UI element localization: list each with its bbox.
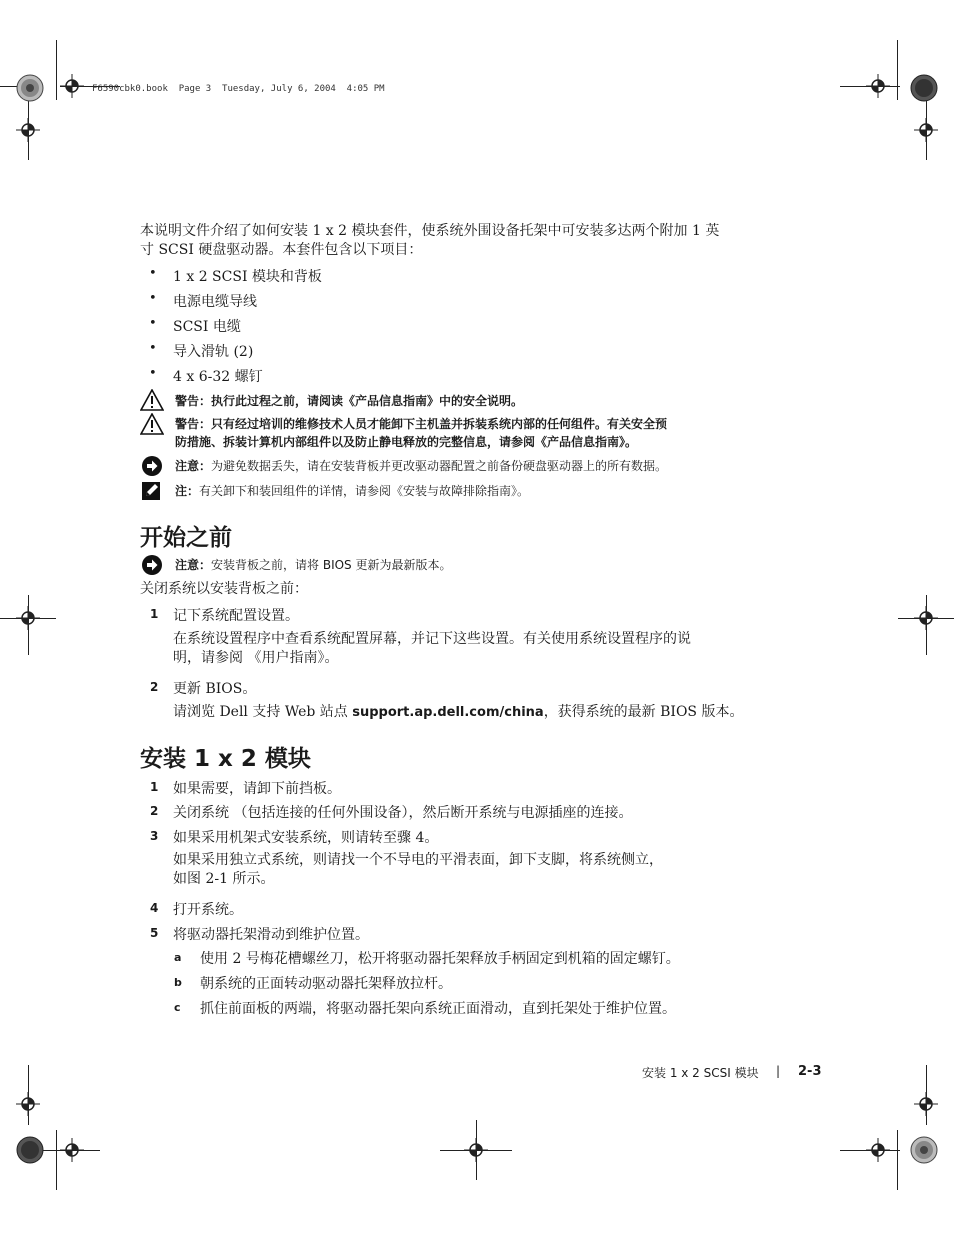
registration-mark-icon: [60, 74, 84, 98]
note-label: 注：: [175, 484, 200, 498]
step-text: 将驱动器托架滑动到维护位置。: [173, 927, 369, 943]
notice-text: 为避免数据丢失，请在安装背板并更改驱动器配置之前备份硬盘驱动器上的所有数据。: [211, 459, 668, 473]
substep-text: 抓住前面板的两端，将驱动器托架向系统正面滑动，直到托架处于维护位置。: [200, 1001, 676, 1017]
registration-mark-icon: [60, 1138, 84, 1162]
page-number: 2-3: [798, 1064, 822, 1079]
step-detail-line: 在系统设置程序中查看系统配置屏幕，并记下这些设置。有关使用系统设置程序的说: [173, 631, 691, 647]
note-callout: [175, 482, 529, 500]
notice-text: 安装背板之前，请将 BIOS 更新为最新版本。: [211, 558, 452, 572]
step-text: 如果采用机架式安装系统，则请转至骤 4。: [173, 830, 439, 846]
list-item: 导入滑轨 (2): [173, 344, 254, 360]
substep-letter: c: [174, 1001, 181, 1014]
warning-label: 警告：: [175, 394, 212, 408]
support-url-link[interactable]: support.ap.dell.com/china: [352, 705, 544, 720]
registration-mark-icon: [464, 1138, 488, 1162]
warning-callout: [175, 415, 667, 451]
note-text: 有关卸下和装回组件的详情，请参阅《安装与故障排除指南》。: [199, 484, 530, 498]
registration-mark-icon: [16, 118, 40, 142]
notice-label: 注意：: [175, 558, 212, 572]
bullet-icon: •: [149, 316, 157, 331]
color-rosette-icon: [910, 1136, 938, 1164]
step-number: 2: [150, 804, 159, 818]
step-number: 2: [150, 680, 159, 694]
warning-callout: [175, 392, 523, 410]
step-number: 1: [150, 607, 159, 621]
step-text: 打开系统。: [173, 902, 243, 918]
warning-text: 只有经过培训的维修技术人员才能卸下主机盖并拆装系统内部的任何组件。有关安全预: [211, 417, 668, 431]
list-item: 4 x 6-32 螺钉: [173, 369, 263, 385]
step-detail-line: 如图 2-1 所示。: [173, 871, 275, 887]
step-detail: [173, 703, 743, 722]
step-detail: [173, 630, 753, 668]
warning-triangle-icon: [140, 389, 164, 411]
step-number: 1: [150, 780, 159, 794]
registration-mark-icon: [16, 1092, 40, 1116]
step-number: 5: [150, 926, 159, 940]
step-text: 记下系统配置设置。: [173, 608, 299, 624]
notice-arrow-icon: [140, 554, 164, 576]
step-detail-text: ，获得系统的最新 BIOS 版本。: [543, 704, 744, 720]
registration-mark-icon: [866, 1138, 890, 1162]
section-heading: 开始之前: [140, 525, 232, 551]
registration-mark-icon: [914, 606, 938, 630]
substep-text: 朝系统的正面转动驱动器托架释放拉杆。: [200, 976, 452, 992]
note-pencil-icon: [140, 480, 164, 502]
list-item: SCSI 电缆: [173, 319, 241, 335]
step-detail-line: 如果采用独立式系统，则请找一个不导电的平滑表面，卸下支脚，将系统侧立，: [173, 852, 663, 868]
section-heading: 安装 1 x 2 模块: [140, 746, 311, 772]
bullet-icon: •: [149, 366, 157, 381]
substep-text: 使用 2 号梅花槽螺丝刀，松开将驱动器托架释放手柄固定到机箱的固定螺钉。: [200, 951, 680, 967]
step-text: 关闭系统 （包括连接的任何外围设备），然后断开系统与电源插座的连接。: [173, 805, 633, 821]
step-number: 3: [150, 829, 159, 843]
registration-mark-icon: [16, 606, 40, 630]
registration-mark-icon: [866, 74, 890, 98]
registration-mark-icon: [914, 1092, 938, 1116]
list-item: 1 x 2 SCSI 模块和背板: [173, 269, 322, 285]
warning-text: 防措施、拆装计算机内部组件以及防止静电释放的完整信息，请参阅《产品信息指南》。: [175, 435, 638, 449]
warning-label: 警告：: [175, 417, 212, 431]
substep-letter: a: [174, 951, 182, 964]
bullet-icon: •: [149, 266, 157, 281]
intro-paragraph: [140, 222, 780, 260]
footer-section-title: 安装 1 x 2 SCSI 模块: [642, 1066, 759, 1080]
bullet-icon: •: [149, 291, 157, 306]
warning-triangle-icon: [140, 413, 164, 435]
intro-line: 本说明文件介绍了如何安装 1 x 2 模块套件，使系统外围设备托架中可安装多达两个附加 1 英: [140, 223, 720, 239]
color-rosette-icon: [910, 74, 938, 102]
step-text: 更新 BIOS。: [173, 681, 257, 697]
warning-text: 执行此过程之前，请阅读《产品信息指南》中的安全说明。: [211, 394, 524, 408]
intro-line: 寸 SCSI 硬盘驱动器。本套件包含以下项目：: [140, 242, 423, 258]
step-detail: [173, 851, 753, 889]
color-rosette-icon: [16, 1136, 44, 1164]
step-number: 4: [150, 901, 159, 915]
notice-label: 注意：: [175, 459, 212, 473]
registration-mark-icon: [914, 118, 938, 142]
substep-letter: b: [174, 976, 182, 989]
list-item: 电源电缆导线: [173, 294, 257, 310]
step-text: 如果需要，请卸下前挡板。: [173, 781, 341, 797]
notice-arrow-icon: [140, 455, 164, 477]
step-detail-text: 请浏览 Dell 支持 Web 站点: [173, 704, 353, 720]
lead-paragraph: 关闭系统以安装背板之前：: [140, 581, 308, 597]
notice-callout: [175, 556, 451, 574]
bullet-icon: •: [149, 341, 157, 356]
color-rosette-icon: [16, 74, 44, 102]
notice-callout: [175, 457, 667, 475]
step-detail-line: 明，请参阅 《用户指南》。: [173, 650, 339, 666]
book-slug-header: F6590cbk0.book Page 3 Tuesday, July 6, 2004 4:05 PM: [92, 84, 385, 94]
footer-separator: |: [776, 1064, 781, 1078]
